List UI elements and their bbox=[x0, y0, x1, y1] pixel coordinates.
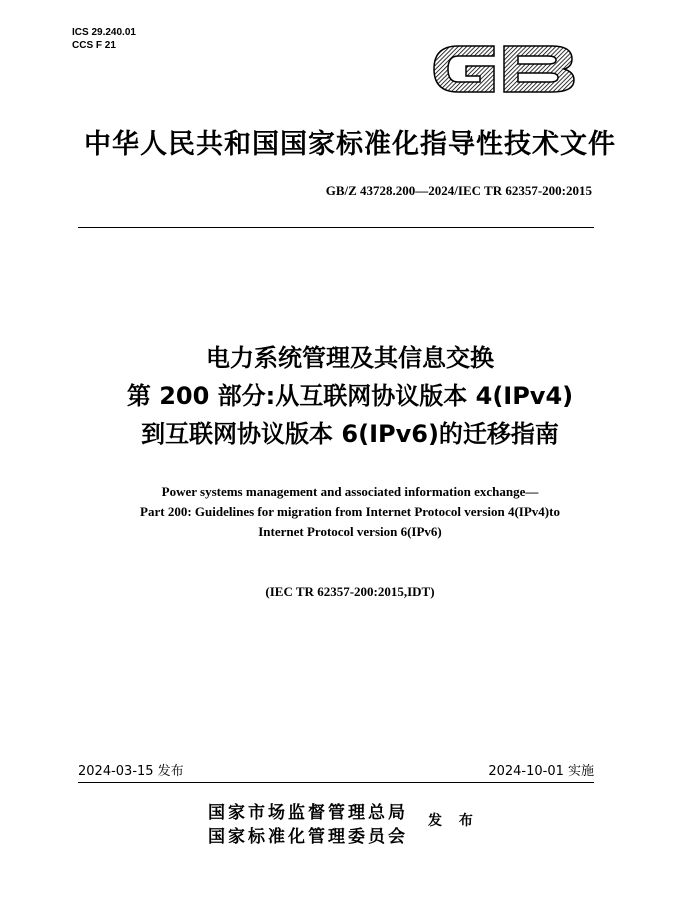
implementation-date: 2024-10-01 实施 bbox=[488, 764, 594, 779]
issuer-sac: 国家标准化管理委员会 bbox=[208, 827, 408, 847]
gb-logo-graphic bbox=[428, 38, 578, 100]
title-cn-line-3: 到互联网协议版本 6(IPv6)的迁移指南 bbox=[141, 420, 559, 448]
top-divider bbox=[78, 227, 594, 228]
issuer-samr: 国家市场监督管理总局 bbox=[208, 803, 408, 823]
gb-logo bbox=[428, 38, 578, 100]
bottom-divider bbox=[78, 782, 594, 783]
standard-number: GB/Z 43728.200—2024/IEC TR 62357-200:2015 bbox=[325, 183, 592, 198]
title-en-line-1: Power systems management and associated information exchange— bbox=[161, 484, 539, 499]
release-date: 2024-03-15 发布 bbox=[78, 764, 184, 779]
title-en-line-3: Internet Protocol version 6(IPv6) bbox=[258, 524, 442, 539]
ccs-code: CCS F 21 bbox=[72, 40, 116, 51]
equivalence-note: (IEC TR 62357-200:2015,IDT) bbox=[265, 584, 435, 599]
document-type-title: 中华人民共和国国家标准化指导性技术文件 bbox=[84, 129, 616, 160]
ics-code: ICS 29.240.01 bbox=[72, 27, 136, 38]
title-cn-line-1: 电力系统管理及其信息交换 bbox=[206, 344, 494, 372]
publish-label: 发 布 bbox=[428, 813, 479, 829]
title-cn-line-2: 第 200 部分:从互联网协议版本 4(IPv4) bbox=[126, 382, 574, 410]
ics-block bbox=[72, 26, 136, 52]
title-en-line-2: Part 200: Guidelines for migration from Internet Protocol version 4(IPv4)to bbox=[140, 504, 560, 519]
